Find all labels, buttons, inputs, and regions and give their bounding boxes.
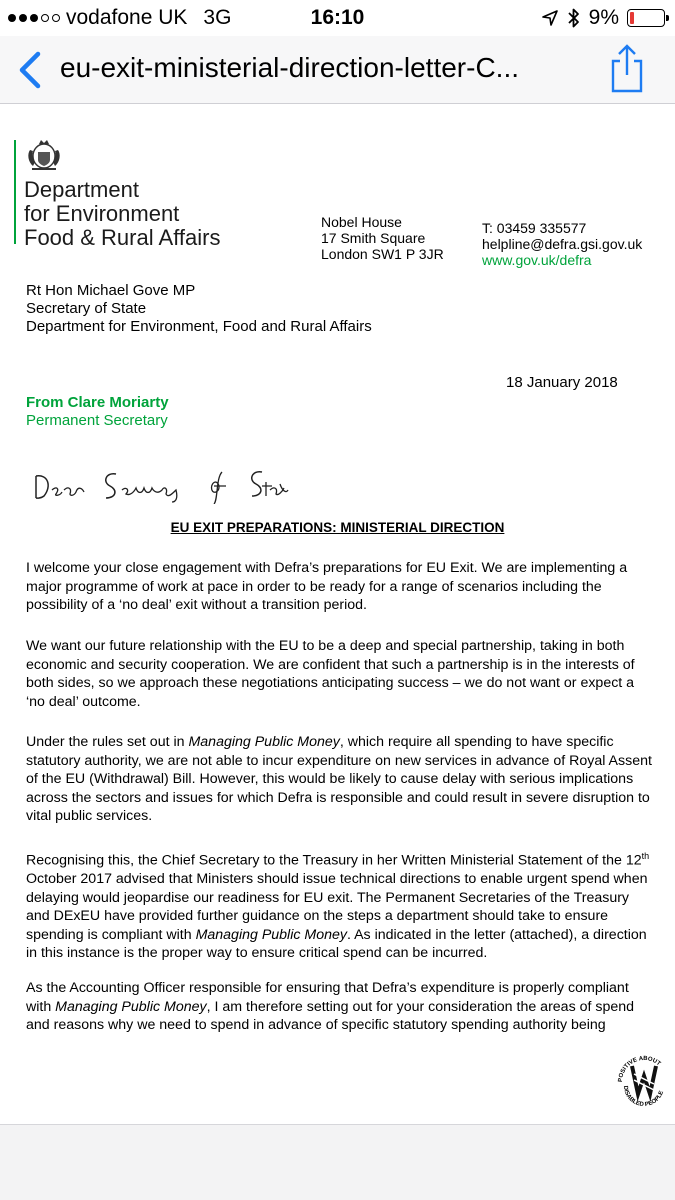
department-name [24, 178, 220, 250]
department-name-line: Food & Rural Affairs [24, 225, 221, 250]
paragraph-text: Recognising this, the Chief Secretary to the Treasury in her Written Ministerial Statement of the 12 [26, 852, 642, 869]
logo-lettering: POSITIVE ABOUT [617, 1055, 662, 1083]
phone-number: T: 03459 335577 [482, 220, 587, 236]
department-name-line: for Environment [24, 201, 180, 226]
recipient-line: Rt Hon Michael Gove MP [26, 282, 196, 299]
carrier-name: vodafone UK [66, 6, 188, 29]
paragraph-text: , which require all spending to have specific statutory authority, we are not able to incur expenditure on new services in advance of Royal Assent of the EU (Withdrawal) Bill. However, this would be likely to cause delay with serious implications across the sectors and issues for which Defra is responsible and could result in severe disruption to vital public services. [26, 734, 652, 824]
address-line: 17 Smith Square [321, 230, 426, 246]
clock: 16:10 [310, 6, 365, 29]
sender-name: From Clare Moriarty [26, 394, 169, 411]
logo-lettering: DISABLED PEOPLE [621, 1085, 666, 1109]
chevron-left-icon[interactable] [14, 50, 48, 90]
pdf-document-page[interactable] [0, 104, 675, 1124]
network-type: 3G [203, 6, 232, 29]
battery-percent: 9% [588, 6, 619, 29]
letter-heading: EU EXIT PREPARATIONS: MINISTERIAL DIRECTION [170, 520, 505, 535]
sender-title: Permanent Secretary [26, 412, 168, 429]
address-line: London SW1 P 3JR [321, 246, 444, 262]
body-paragraph [26, 847, 654, 963]
body-paragraph: I welcome your close engagement with Defra’s preparations for EU Exit. We are implementing a major programme of work at pace in order to be ready for a range of scenarios including the possibility of a ‘no deal’ exit without a transition period. [26, 560, 628, 613]
email-address: helpline@defra.gsi.gov.uk [482, 236, 643, 252]
page-gap [0, 1124, 675, 1200]
recipient-line: Department for Environment, Food and Rural Affairs [26, 318, 372, 335]
disability-confident-logo [614, 1050, 674, 1110]
body-paragraph [26, 733, 654, 826]
battery-level-fill [630, 12, 634, 24]
share-icon[interactable] [609, 44, 645, 94]
letter-date: 18 January 2018 [506, 374, 618, 391]
battery-icon [627, 9, 665, 27]
body-paragraph: We want our future relationship with the EU to be a deep and special partnership, taking in both economic and security cooperation. We are confident that such a partnership is in the interests of both sides, so we approach these negotiations anticipating success – we do not want or expect a ‘no deal’ outcome. [26, 638, 635, 710]
website-link: www.gov.uk/defra [482, 252, 592, 268]
recipient-block [26, 282, 372, 336]
postal-address [321, 214, 444, 262]
handwritten-salutation [30, 464, 290, 504]
paragraph-text: , I am therefore setting out for your consideration the areas of spend and reasons why we need to spend in advance of specific statutory spending authority being [26, 998, 635, 1033]
contact-details [482, 220, 642, 268]
location-arrow-icon [541, 9, 559, 27]
status-bar [0, 0, 675, 36]
paragraph-text: Under the rules set out in [26, 734, 189, 750]
sender-block [26, 394, 169, 430]
paragraph-emphasis: Managing Public Money [55, 998, 207, 1015]
department-name-line: Department [24, 177, 139, 202]
paragraph-text: . As indicated in the letter (attached), a direction in this instance is the proper way to ensure critical spend can be incurred. [26, 926, 647, 962]
document-title: eu-exit-ministerial-direction-letter-C... [60, 52, 520, 83]
paragraph-text: As the Accounting Officer responsible for ensuring that Defra’s expenditure is properly compliant with [26, 980, 629, 1015]
ordinal-superscript: th [641, 851, 650, 861]
address-line: Nobel House [321, 214, 402, 230]
bluetooth-icon [567, 7, 581, 29]
paragraph-text: October 2017 advised that Ministers should issue technical directions to enable urgent spend when delaying would jeopardise our readiness for EU exit. The Permanent Secretaries of the Treasury and DExEU have provided further guidance on the steps a department should take to ensure spending is compliant with [26, 871, 648, 943]
salutation-text: Dear Secretary of State [30, 464, 41, 465]
recipient-line: Secretary of State [26, 300, 147, 317]
royal-crest-icon [24, 138, 64, 172]
navigation-bar [0, 36, 675, 104]
brand-rule [14, 140, 16, 244]
paragraph-emphasis: Managing Public Money [195, 926, 347, 943]
paragraph-emphasis: Managing Public Money [188, 734, 340, 750]
body-paragraph [26, 979, 654, 1035]
